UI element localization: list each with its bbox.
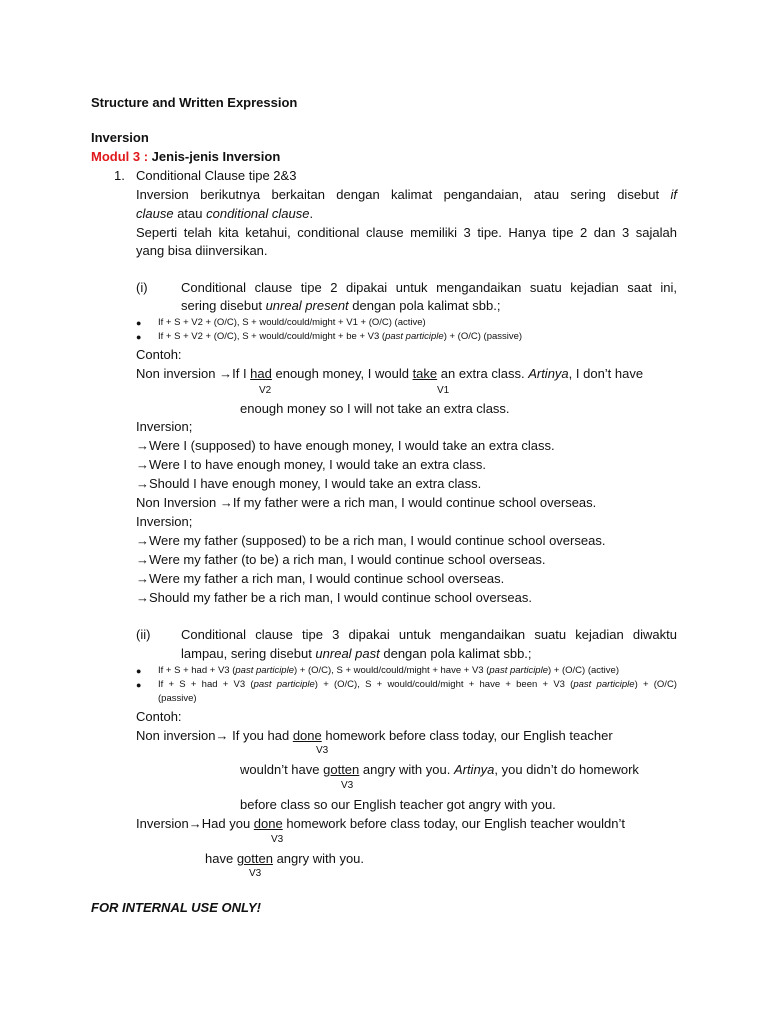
inversion-label: Inversion; [136, 514, 193, 529]
verb-form-label: V1 [437, 385, 450, 396]
list-number: 1. [114, 168, 125, 183]
example-line: Non Inversion →If my father were a rich man, I would continue school overseas. [136, 495, 597, 510]
verb-form-label: V3 [271, 834, 284, 845]
example-line: →Were my father a rich man, I would continue school overseas. [136, 571, 505, 586]
arrow-icon: → [136, 533, 149, 548]
example-line: →Were my father (to be) a rich man, I would continue school overseas. [136, 552, 546, 567]
bullet-icon: ● [136, 332, 142, 342]
bullet-item: If + S + V2 + (O/C), S + would/could/might + V1 + (O/C) (active) [158, 317, 426, 328]
arrow-icon: → [136, 438, 149, 453]
example-line: →Should I have enough money, I would take an extra class. [136, 476, 482, 491]
paragraph-line: Conditional clause tipe 2 dipakai untuk mengandaikan suatu kejadian saat ini, [181, 280, 677, 295]
example-line: Non inversion→ If you had done homework before class today, our English teacher [136, 728, 613, 743]
contoh-label: Contoh: [136, 347, 182, 362]
example-line: →Were I to have enough money, I would take an extra class. [136, 457, 486, 472]
paragraph-line: Inversion berikutnya berkaitan dengan kalimat pengandaian, atau sering disebut if [136, 187, 677, 202]
subsection-label: (i) [136, 280, 148, 295]
arrow-icon: → [219, 495, 233, 510]
bullet-icon: ● [136, 680, 142, 690]
arrow-icon: → [136, 552, 149, 567]
modul-heading [91, 149, 280, 165]
arrow-icon: → [136, 476, 149, 491]
arrow-icon: → [215, 728, 229, 743]
arrow-icon: → [136, 457, 149, 472]
doc-title: Structure and Written Expression [91, 95, 298, 110]
arrow-icon: → [219, 366, 233, 381]
arrow-icon: → [136, 590, 149, 605]
verb-form-label: V3 [341, 780, 354, 791]
bullet-icon: ● [136, 666, 142, 676]
bullet-item: If + S + V2 + (O/C), S + would/could/might + be + V3 (past participle) + (O/C) (passive) [158, 331, 523, 342]
paragraph-line: sering disebut unreal present dengan pola kalimat sbb.; [181, 298, 501, 313]
example-line: have gotten angry with you. [205, 851, 365, 866]
paragraph-line: clause atau conditional clause. [136, 206, 314, 221]
section-heading: Inversion [91, 130, 149, 145]
bullet-icon: ● [136, 318, 142, 328]
paragraph-line: Seperti telah kita ketahui, conditional clause memiliki 3 tipe. Hanya tipe 2 dan 3 sajalah [136, 225, 677, 240]
example-line: Non inversion →If I had enough money, I would take an extra class. Artinya, I don’t have [136, 366, 644, 381]
modul-title: Jenis-jenis Inversion [151, 149, 281, 164]
bullet-item: If + S + had + V3 (past participle) + (O/C), S + would/could/might + have + V3 (past participle) + (O/C) (active) [158, 665, 619, 676]
example-line: →Were my father (supposed) to be a rich man, I would continue school overseas. [136, 533, 606, 548]
paragraph-line: lampau, sering disebut unreal past dengan pola kalimat sbb.; [181, 646, 532, 661]
verb-form-label: V2 [259, 385, 272, 396]
contoh-label: Contoh: [136, 709, 182, 724]
verb-form-label: V3 [316, 745, 329, 756]
subsection-label: (ii) [136, 627, 151, 642]
example-line: before class so our English teacher got angry with you. [240, 797, 556, 812]
example-line: enough money so I will not take an extra class. [240, 401, 510, 416]
example-line: wouldn’t have gotten angry with you. Artinya, you didn’t do homework [240, 762, 639, 777]
verb-form-label: V3 [249, 868, 262, 879]
example-line: Inversion→Had you done homework before class today, our English teacher wouldn’t [136, 816, 625, 831]
item-heading: Conditional Clause tipe 2&3 [136, 168, 297, 183]
arrow-icon: → [188, 816, 202, 831]
paragraph-line: yang bisa diinversikan. [136, 243, 268, 258]
example-line: →Should my father be a rich man, I would continue school overseas. [136, 590, 532, 605]
footer-notice: FOR INTERNAL USE ONLY! [91, 900, 261, 915]
inversion-label: Inversion; [136, 419, 193, 434]
example-line: →Were I (supposed) to have enough money, I would take an extra class. [136, 438, 555, 453]
modul-prefix: Modul 3 : [91, 149, 149, 164]
arrow-icon: → [136, 571, 149, 586]
bullet-item-cont: (passive) [158, 693, 197, 704]
paragraph-line: Conditional clause tipe 3 dipakai untuk mengandaikan suatu kejadian diwaktu [181, 627, 677, 642]
bullet-item: If + S + had + V3 (past participle) + (O/C), S + would/could/might + have + been + V3 (past participle) + (O/C) [158, 679, 677, 690]
